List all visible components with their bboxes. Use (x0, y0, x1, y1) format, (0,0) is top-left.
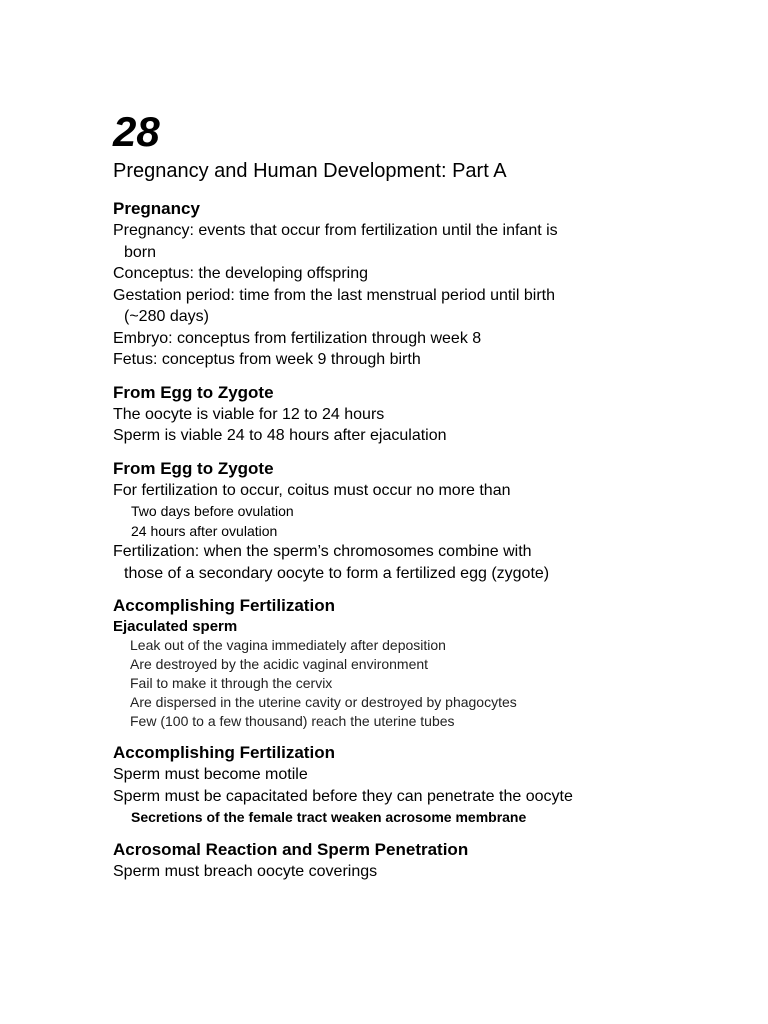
sub-point: Are dispersed in the uterine cavity or destroyed by phagocytes (130, 694, 517, 710)
section-heading: Accomplishing Fertilization (113, 743, 335, 762)
sub-point: Secretions of the female tract weaken acrosome membrane (131, 809, 527, 825)
text-line: Sperm must become motile (113, 766, 308, 783)
text-line: Fetus: conceptus from week 9 through birth (113, 351, 421, 368)
sub-point: Are destroyed by the acidic vaginal environment (130, 656, 429, 672)
sub-point: Fail to make it through the cervix (130, 675, 333, 691)
section-accomplishing-fertilization-2 (113, 741, 753, 828)
text-line: The oocyte is viable for 12 to 24 hours (113, 405, 385, 423)
text-line: born (124, 243, 157, 261)
section-subheading: Ejaculated sperm (113, 618, 238, 635)
text-line: Conceptus: the developing offspring (113, 265, 368, 282)
section-heading: Acrosomal Reaction and Sperm Penetration (113, 840, 469, 859)
text-line: For fertilization to occur, coitus must occur no more than (113, 481, 511, 499)
text-line: (~280 days) (124, 308, 209, 325)
section-heading: From Egg to Zygote (113, 458, 274, 478)
sub-point: Leak out of the vagina immediately after deposition (130, 637, 446, 653)
text-line: Sperm must be capacitated before they can penetrate the oocyte (113, 787, 573, 805)
section-acrosomal-reaction (113, 838, 753, 883)
sub-point: Few (100 to a few thousand) reach the uterine tubes (130, 713, 455, 729)
section-heading: Pregnancy (113, 199, 200, 218)
section-heading: From Egg to Zygote (113, 382, 274, 402)
text-line: those of a secondary oocyte to form a fertilized egg (zygote) (124, 564, 550, 582)
section-heading: Accomplishing Fertilization (113, 596, 335, 615)
notes-content (113, 197, 753, 893)
section-egg-to-zygote-2 (113, 457, 753, 585)
section-egg-to-zygote-1 (113, 381, 753, 447)
text-line: Sperm must breach oocyte coverings (113, 863, 378, 880)
chapter-title: Pregnancy and Human Development: Part A (113, 160, 507, 182)
section-pregnancy (113, 197, 753, 371)
sub-point: 24 hours after ovulation (131, 523, 278, 539)
text-line: Gestation period: time from the last menstrual period until birth (113, 286, 555, 304)
text-line: Fertilization: when the sperm’s chromosomes combine with (113, 543, 532, 560)
sub-point: Two days before ovulation (131, 503, 294, 519)
chapter-number: 28 (113, 108, 160, 155)
section-accomplishing-fertilization-1 (113, 594, 753, 731)
text-line: Pregnancy: events that occur from fertilization until the infant is (113, 222, 558, 239)
text-line: Embryo: conceptus from fertilization through week 8 (113, 329, 482, 347)
text-line: Sperm is viable 24 to 48 hours after ejaculation (113, 427, 447, 444)
